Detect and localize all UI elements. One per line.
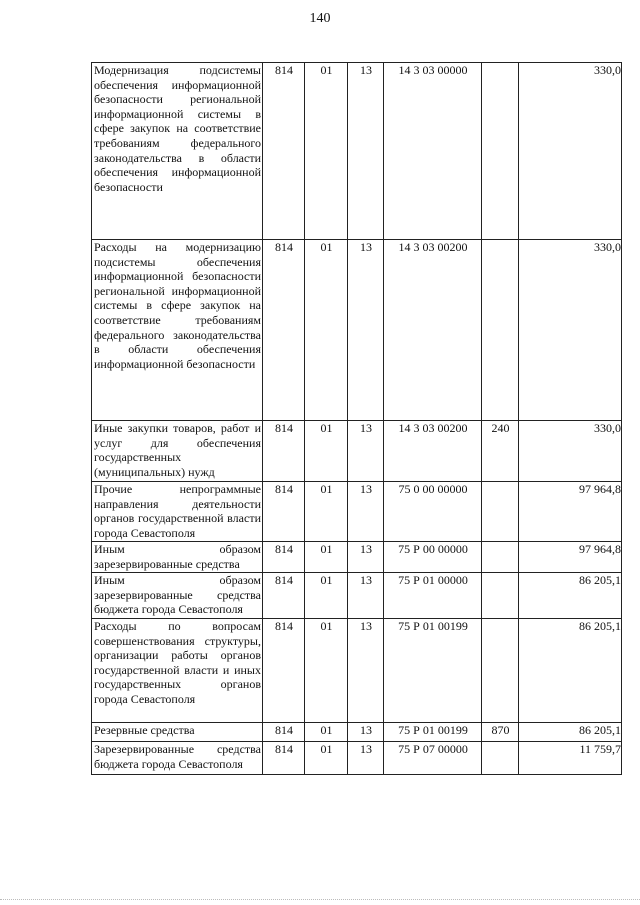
target-article-code: 14 3 03 00200	[384, 421, 482, 482]
amount: 86 205,1	[519, 619, 622, 723]
subsection-code: 13	[348, 573, 384, 619]
section-code: 01	[305, 742, 348, 775]
expense-type-code	[482, 742, 519, 775]
item-name: Иным образом зарезервированные средства бюджета города Севастополя	[92, 573, 263, 619]
target-article-code: 14 3 03 00200	[384, 240, 482, 421]
section-code: 01	[305, 240, 348, 421]
table-row	[92, 619, 622, 723]
section-code: 01	[305, 619, 348, 723]
amount: 330,0	[519, 240, 622, 421]
target-article-code: 14 3 03 00000	[384, 63, 482, 240]
expense-type-code	[482, 619, 519, 723]
item-name: Зарезервированные средства бюджета города Севастополя	[92, 742, 263, 775]
amount: 86 205,1	[519, 723, 622, 742]
ministry-code: 814	[263, 482, 305, 542]
section-code: 01	[305, 63, 348, 240]
ministry-code: 814	[263, 742, 305, 775]
target-article-code: 75 0 00 00000	[384, 482, 482, 542]
item-name: Иные закупки товаров, работ и услуг для обеспечения государственных (муниципальных) нужд	[92, 421, 263, 482]
expense-type-code	[482, 63, 519, 240]
ministry-code: 814	[263, 542, 305, 573]
target-article-code: 75 Р 07 00000	[384, 742, 482, 775]
amount: 97 964,8	[519, 542, 622, 573]
budget-table	[91, 62, 622, 775]
item-name: Прочие непрограммные направления деятельности органов государственной власти города Севастополя	[92, 482, 263, 542]
ministry-code: 814	[263, 240, 305, 421]
item-name: Расходы по вопросам совершенствования структуры, организации работы органов государственной власти и иных государственных органов города Севастополя	[92, 619, 263, 723]
table-row	[92, 240, 622, 421]
amount: 11 759,7	[519, 742, 622, 775]
subsection-code: 13	[348, 723, 384, 742]
subsection-code: 13	[348, 63, 384, 240]
section-code: 01	[305, 542, 348, 573]
amount: 97 964,8	[519, 482, 622, 542]
subsection-code: 13	[348, 619, 384, 723]
amount: 86 205,1	[519, 573, 622, 619]
page-number: 140	[309, 11, 331, 26]
ministry-code: 814	[263, 573, 305, 619]
amount: 330,0	[519, 421, 622, 482]
expense-type-code: 870	[482, 723, 519, 742]
expense-type-code	[482, 573, 519, 619]
section-code: 01	[305, 421, 348, 482]
ministry-code: 814	[263, 421, 305, 482]
item-name: Резервные средства	[92, 723, 263, 742]
ministry-code: 814	[263, 619, 305, 723]
expense-type-code: 240	[482, 421, 519, 482]
item-name: Модернизация подсистемы обеспечения информационной безопасности региональной информационной системы в сфере закупок на соответствие требованиям федерального законодательства в области обеспечения информационной безопасности	[92, 63, 263, 240]
table-row	[92, 723, 622, 742]
expense-type-code	[482, 542, 519, 573]
item-name: Иным образом зарезервированные средства	[92, 542, 263, 573]
table-row	[92, 742, 622, 775]
table-row	[92, 421, 622, 482]
section-code: 01	[305, 482, 348, 542]
target-article-code: 75 Р 01 00000	[384, 573, 482, 619]
table-row	[92, 573, 622, 619]
table-row	[92, 542, 622, 573]
amount: 330,0	[519, 63, 622, 240]
subsection-code: 13	[348, 542, 384, 573]
expense-type-code	[482, 482, 519, 542]
subsection-code: 13	[348, 482, 384, 542]
subsection-code: 13	[348, 742, 384, 775]
target-article-code: 75 Р 01 00199	[384, 619, 482, 723]
table-row	[92, 482, 622, 542]
ministry-code: 814	[263, 723, 305, 742]
section-code: 01	[305, 573, 348, 619]
subsection-code: 13	[348, 240, 384, 421]
target-article-code: 75 Р 00 00000	[384, 542, 482, 573]
subsection-code: 13	[348, 421, 384, 482]
table-row	[92, 63, 622, 240]
item-name: Расходы на модернизацию подсистемы обеспечения информационной безопасности региональной информационной системы в сфере закупок на соответствие требованиям федерального законодательства в области обеспечения информационной безопасности	[92, 240, 263, 421]
expense-type-code	[482, 240, 519, 421]
page-bottom-edge	[0, 899, 640, 901]
target-article-code: 75 Р 01 00199	[384, 723, 482, 742]
section-code: 01	[305, 723, 348, 742]
ministry-code: 814	[263, 63, 305, 240]
